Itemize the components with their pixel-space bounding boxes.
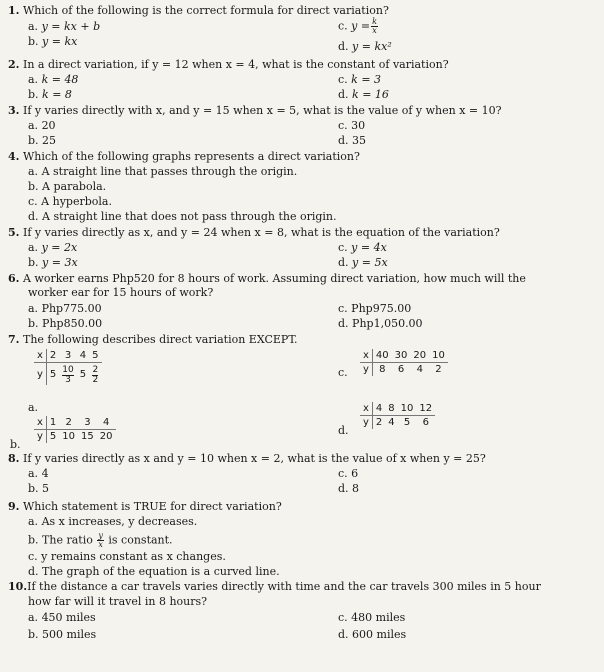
q4-choice-a: a. A straight line that passes through the origin.: [28, 165, 298, 178]
q4-stem: 4. Which of the following graphs represents a direct variation?: [8, 150, 360, 163]
q9-choice-c: c. y remains constant as x changes.: [28, 550, 226, 563]
q8-choice-a: a. 4: [28, 467, 49, 480]
q7-choice-d-letter: d.: [338, 424, 349, 437]
q1-choice-c: c. y = $\frac{k}{x}$: [338, 17, 377, 35]
q2-choice-a: a. k = 48: [28, 73, 79, 86]
q1-choice-b: b. y = kx: [28, 35, 78, 48]
q5-choice-a: a. y = 2x: [28, 241, 78, 254]
q9-choice-d: d. The graph of the equation is a curved line.: [28, 565, 280, 578]
q7-choice-a-letter: a.: [28, 401, 39, 414]
q3-choice-a: a. 20: [28, 119, 56, 132]
q8-choice-c: c. 6: [338, 467, 359, 480]
q7-stem: 7. The following describes direct variation EXCEPT.: [8, 333, 298, 346]
q6-choice-c: c. Php975.00: [338, 302, 412, 315]
q5-stem: 5. If y varies directly as x, and y = 24 when x = 8, what is the equation of the variation?: [8, 226, 500, 239]
q10-choice-d: d. 600 miles: [338, 628, 407, 641]
q3-choice-b: b. 25: [28, 134, 57, 147]
q2-choice-d: d. k = 16: [338, 88, 389, 101]
q9-stem: 9. Which statement is TRUE for direct variation?: [8, 500, 282, 513]
q10-choice-c: c. 480 miles: [338, 611, 406, 624]
q6-choice-a: a. Php775.00: [28, 302, 102, 315]
q2-stem: 2. In a direct variation, if y = 12 when x = 4, what is the constant of variation?: [8, 58, 449, 71]
q1-choice-a: a. y = kx + b: [28, 20, 101, 33]
q3-choice-c: c. 30: [338, 119, 366, 132]
q10-choice-a: a. 450 miles: [28, 611, 96, 624]
q1-choice-d: d. y = kx²: [338, 40, 392, 53]
q9-choice-a: a. As x increases, y decreases.: [28, 515, 198, 528]
q8-choice-d: d. 8: [338, 482, 360, 495]
q1-text: Which of the following is the correct formula for direct variation?: [22, 4, 389, 17]
q3-stem: 3. If y varies directly with x, and y = 15 when x = 5, what is the value of y when x = 10?: [8, 104, 502, 117]
q7-table-b: x 1 2 3 4 y 5 10 15 20: [34, 416, 116, 443]
q9-choice-b: b. The ratio $\frac{y}{x}$ is constant.: [28, 531, 173, 549]
q6-stem-cont: worker ear for 15 hours of work?: [28, 286, 214, 299]
q5-choice-b: b. y = 3x: [28, 256, 78, 269]
q4-choice-d: d. A straight line that does not pass through the origin.: [28, 210, 337, 223]
q7-table-a: x 2 3 4 5 y 5 $\frac{10}{3}$ 5 $\frac{2}{2}$: [34, 349, 102, 385]
q3-choice-d: d. 35: [338, 134, 367, 147]
q4-choice-b: b. A parabola.: [28, 180, 107, 193]
q10-stem-cont: how far will it travel in 8 hours?: [28, 595, 208, 608]
q8-choice-b: b. 5: [28, 482, 50, 495]
q7-table-c: x 40 30 20 10 y 8 6 4 2: [360, 349, 448, 376]
q2-choice-c: c. k = 3: [338, 73, 382, 86]
q1-stem: [8, 4, 389, 17]
q6-choice-d: d. Php1,050.00: [338, 317, 423, 330]
q6-stem: 6. A worker earns Php520 for 8 hours of work. Assuming direct variation, how much will the: [8, 272, 526, 285]
q6-choice-b: b. Php850.00: [28, 317, 103, 330]
q1-number: 1.: [8, 4, 20, 17]
q7-choice-c-letter: c.: [338, 366, 348, 379]
q5-choice-c: c. y = 4x: [338, 241, 387, 254]
q4-choice-c: c. A hyperbola.: [28, 195, 112, 208]
q10-stem: 10.If the distance a car travels varies directly with time and the car travels 300 miles in 5 hour: [8, 580, 541, 593]
q8-stem: 8. If y varies directly as x and y = 10 when x = 2, what is the value of x when y = 25?: [8, 452, 486, 465]
q2-choice-b: b. k = 8: [28, 88, 72, 101]
q7-table-d: x 4 8 10 12 y 2 4 5 6: [360, 402, 435, 429]
q7-choice-b-letter: b.: [10, 438, 21, 451]
q5-choice-d: d. y = 5x: [338, 256, 388, 269]
q10-choice-b: b. 500 miles: [28, 628, 97, 641]
